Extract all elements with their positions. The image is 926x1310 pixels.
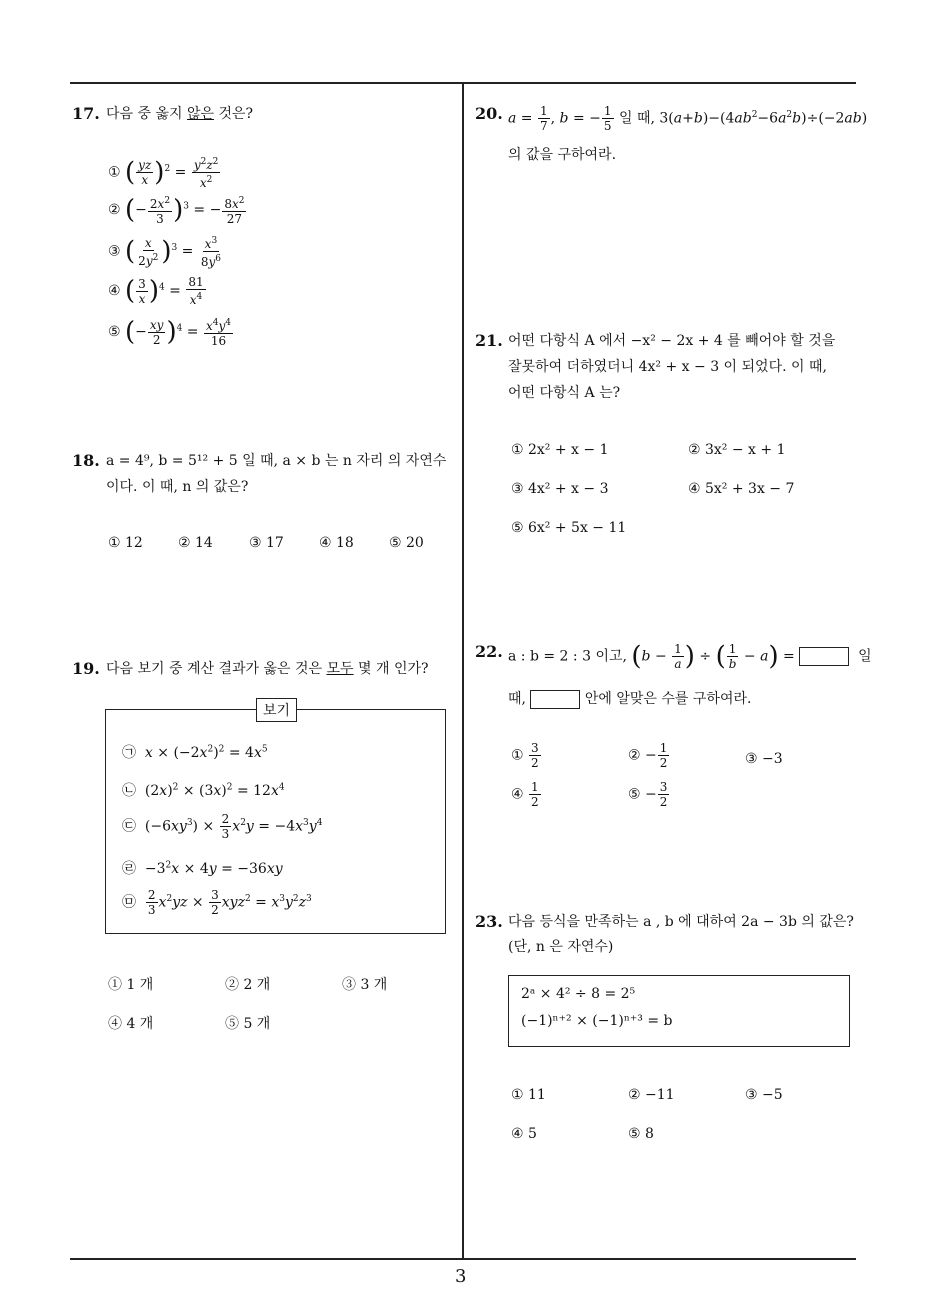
option-1[interactable]: ① 12 [108,535,143,551]
example-item: ㉢ $(-6xy^3)$ × $\frac{2}{3}$ $x^2y = -4x^3y^4$ [122,812,323,841]
option-3[interactable]: ③ −3 [745,751,783,767]
option-2[interactable]: ② 3x² − x + 1 [688,442,786,458]
page-number: 3 [455,1266,467,1287]
question-prompt-line2: 의 값을 구하여라. [508,147,617,163]
answer-blank[interactable] [799,647,849,666]
option-5[interactable]: ⑤ 8 [628,1126,654,1142]
question-prompt-line1: 다음 등식을 만족하는 a , b 에 대하여 2a − 3b 의 값은? [508,914,854,930]
example-item: ㉠ $x \times (-2x^2)^2 = 4x^5$ [122,744,268,761]
option-2[interactable]: ② 2 개 [225,977,271,993]
option-4[interactable]: ④ $\frac{1}{2}$ [511,780,539,809]
option-4[interactable]: ④ 5x² + 3x − 7 [688,481,795,497]
option-4[interactable]: ④ 5 [511,1126,537,1142]
option-1[interactable]: ① $\frac{3}{2}$ [511,741,539,770]
question-number: 18. [72,451,100,470]
option-2[interactable]: ② −11 [628,1087,675,1103]
bottom-rule [70,1258,856,1260]
example-item: ㉣ $-3^2x \times 4y = -36xy$ [122,860,283,877]
question-prompt-line2: 잘못하여 더하였더니 4x² + x − 3 이 되었다. 이 때, [508,359,827,375]
question-prompt-line2: 때, 안에 알맞은 수를 구하여라. [508,691,752,707]
example-item: ㉤ $\frac{2}{3}$ $x^2yz$ × $\frac{3}{2}$ $xyz^2 = x^3y^2z^3$ [122,888,312,917]
example-item: ㉡ $(2x)^2 \times (3x)^2 = 12x^4$ [122,782,285,799]
question-number: 17. [72,104,100,123]
option-1[interactable]: ① 11 [511,1087,546,1103]
option-2[interactable]: ② − $\frac{1}{2}$ [628,741,668,770]
option-4[interactable]: ④ ( $\frac{3}{x}$ )$^4$ = $\frac{81}{x^4}$ [108,275,204,307]
question-prompt-line1: a : b = 2 : 3 이고, (b − $\frac{1}{a}$ ) ÷ ( $\frac{1}{b}$ − a) = 일 [508,641,872,672]
question-prompt: 다음 보기 중 계산 결과가 옳은 것은 모두 몇 개 인가? [106,661,429,677]
option-2[interactable]: ② (− $\frac{2x^2}{3}$ )$^3$ = − $\frac{8x^2}{27}$ [108,195,245,226]
option-3[interactable]: ③ 17 [249,535,284,551]
option-3[interactable]: ③ ( $\frac{x}{2y^2}$ )$^3$ = $\frac{x^3}{8y^6}$ [108,235,222,269]
question-number: 23. [475,912,503,931]
example-box-title: 보기 [256,698,297,722]
option-2[interactable]: ② 14 [178,535,213,551]
question-number: 20. [475,104,503,123]
option-1[interactable]: ① 2x² + x − 1 [511,442,609,458]
question-prompt-line1: a = 4⁹, b = 5¹² + 5 일 때, a × b 는 n 자리 의 자연수 [106,453,447,469]
option-5[interactable]: ⑤ (− $\frac{xy}{2}$ )$^4$ = $\frac{x^4y^4}{16}$ [108,317,232,348]
option-5[interactable]: ⑤ 5 개 [225,1016,271,1032]
question-prompt-line3: 어떤 다항식 A 는? [508,385,621,401]
option-5[interactable]: ⑤ − $\frac{3}{2}$ [628,780,668,809]
answer-blank[interactable] [530,690,580,709]
question-prompt: 다음 중 옳지 않은 것은? [106,106,254,122]
option-3[interactable]: ③ −5 [745,1087,783,1103]
option-1[interactable]: ① 1 개 [108,977,154,993]
option-5[interactable]: ⑤ 6x² + 5x − 11 [511,520,627,536]
question-prompt-line1: 어떤 다항식 A 에서 −x² − 2x + 4 를 빼어야 할 것을 [508,333,836,349]
option-5[interactable]: ⑤ 20 [389,535,424,551]
option-1[interactable]: ① ( $\frac{yz}{x}$ )$^2$ = $\frac{y^2z^2}{x^2}$ [108,157,219,190]
question-number: 19. [72,659,100,678]
column-divider [462,82,464,1258]
question-prompt-line1: a = $\frac{1}{7}$ , b = − $\frac{1}{5}$ 일 때, $3(a+b)-(4ab^2-6a^2b)\div(-2ab)$ [508,104,868,133]
question-prompt-line2: (단, n 은 자연수) [508,939,614,955]
equation-line2: (−1)ⁿ⁺² × (−1)ⁿ⁺³ = b [521,1013,673,1029]
question-number: 22. [475,642,503,661]
equation-line1: 2ᵃ × 4² ÷ 8 = 2⁵ [521,986,636,1002]
question-prompt-line2: 이다. 이 때, n 의 값은? [106,479,249,495]
question-number: 21. [475,331,503,350]
option-3[interactable]: ③ 3 개 [342,977,388,993]
option-3[interactable]: ③ 4x² + x − 3 [511,481,609,497]
option-4[interactable]: ④ 18 [319,535,354,551]
option-4[interactable]: ④ 4 개 [108,1016,154,1032]
